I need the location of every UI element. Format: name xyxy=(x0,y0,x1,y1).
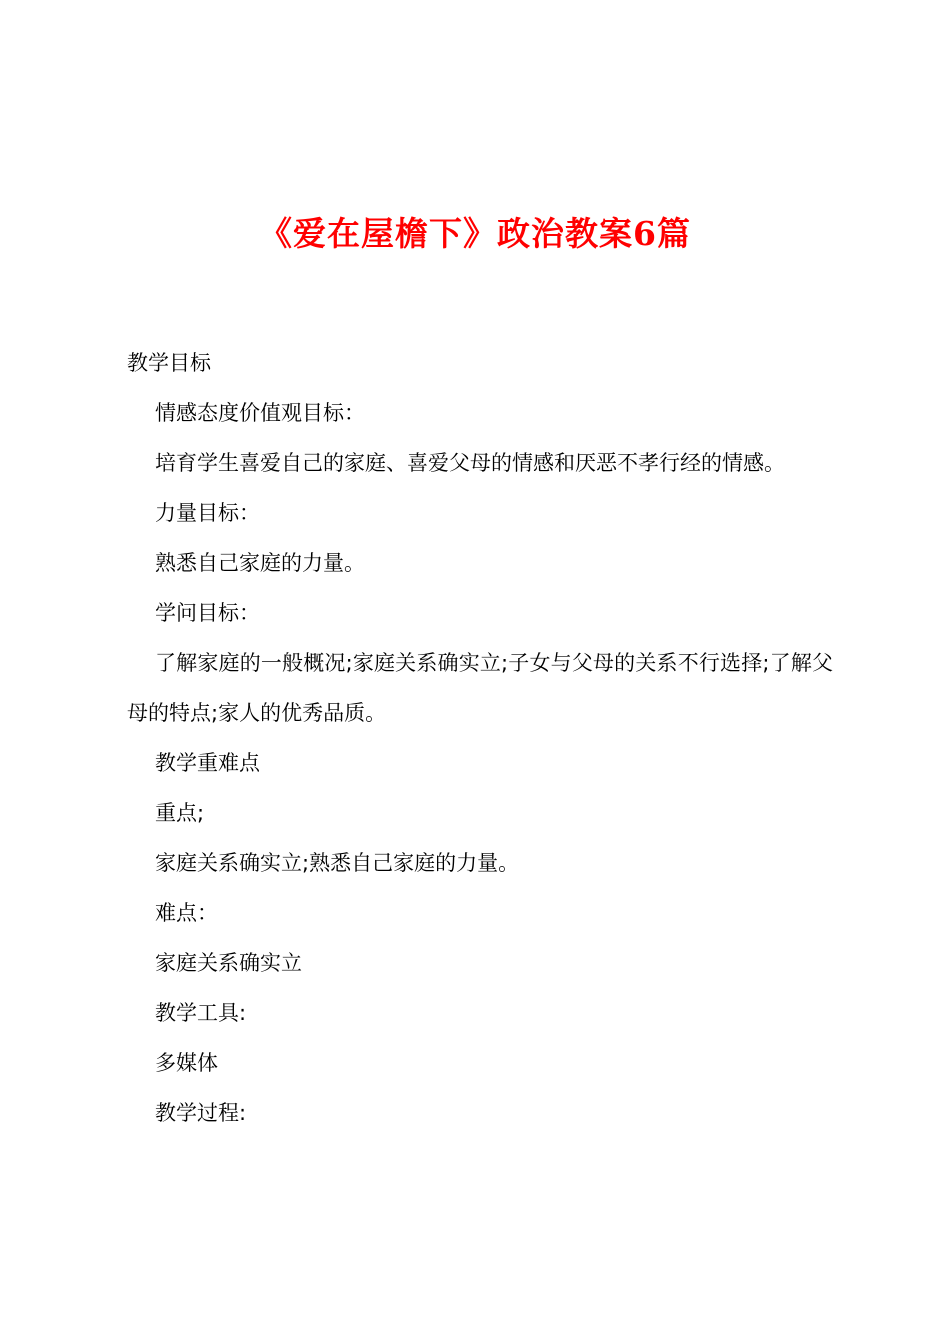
paragraph: 教学过程: xyxy=(155,1101,247,1125)
paragraph: 了解家庭的一般概况;家庭关系确实立;子女与父母的关系不行选择;了解父母的特点;家人的优秀品质。 xyxy=(127,651,833,725)
paragraph: 教学工具: xyxy=(155,1001,247,1025)
paragraph: 多媒体 xyxy=(155,1051,218,1075)
paragraph: 教学重难点 xyxy=(155,751,260,775)
paragraph: 熟悉自己家庭的力量。 xyxy=(155,551,365,575)
document-title: 《爱在屋檐下》政治教案6篇 xyxy=(259,214,691,253)
paragraph: 学问目标： xyxy=(155,601,260,625)
paragraph: 力量目标： xyxy=(155,501,260,525)
section-heading-teaching-goals: 教学目标 xyxy=(127,351,211,375)
paragraph: 家庭关系确实立 xyxy=(155,951,302,975)
paragraph: 重点; xyxy=(155,801,205,825)
paragraph: 情感态度价值观目标： xyxy=(155,401,365,425)
paragraph: 培育学生喜爱自己的家庭、喜爱父母的情感和厌恶不孝行经的情感。 xyxy=(155,451,785,475)
paragraph: 家庭关系确实立;熟悉自己家庭的力量。 xyxy=(155,851,520,875)
document-body xyxy=(127,338,833,1138)
paragraph: 难点： xyxy=(155,901,218,925)
